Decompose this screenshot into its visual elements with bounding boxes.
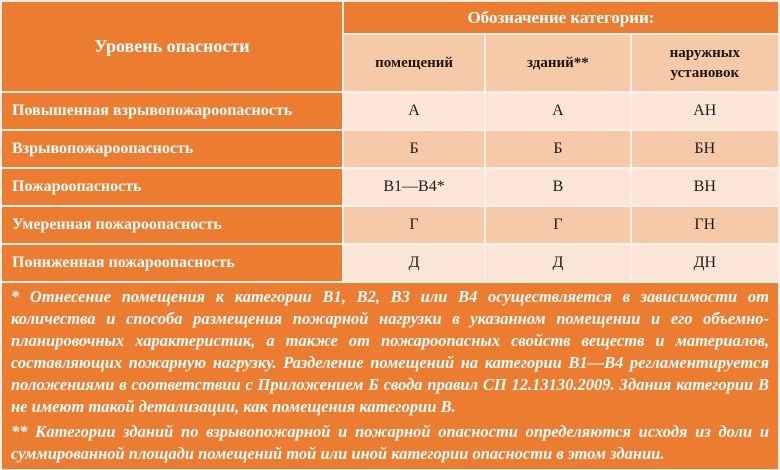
cell-premises: Д — [344, 245, 484, 281]
table-row — [2, 245, 778, 281]
cell-outdoor: ВН — [632, 169, 778, 205]
row-label-moderate-fire-hazard: Умеренная пожароопасность — [2, 207, 342, 243]
header-category-designation: Обозначение категории: — [344, 2, 778, 33]
cell-premises: А — [344, 93, 484, 129]
table-row — [2, 131, 778, 167]
cell-outdoor: БН — [632, 131, 778, 167]
header-hazard-level: Уровень опасности — [2, 2, 342, 91]
footnotes-row — [2, 283, 778, 469]
table-row — [2, 169, 778, 205]
cell-buildings: Д — [486, 245, 629, 281]
cell-outdoor: АН — [632, 93, 778, 129]
cell-outdoor: ДН — [632, 245, 778, 281]
row-label-increased-explosion-fire-hazard: Повышенная взрывопожароопасность — [2, 93, 342, 129]
footnotes-cell — [2, 283, 778, 469]
cell-premises: В1—В4* — [344, 169, 484, 205]
cell-buildings: В — [486, 169, 629, 205]
row-label-fire-hazard: Пожароопасность — [2, 169, 342, 205]
subheader-outdoor-installations: наружных установок — [632, 35, 778, 91]
cell-premises: Б — [344, 131, 484, 167]
subheader-buildings: зданий** — [486, 35, 629, 91]
cell-outdoor: ГН — [632, 207, 778, 243]
subheader-premises: помещений — [344, 35, 484, 91]
footnote-premises-categories: * Отнесение помещения к категории В1, В2, В3 или В4 осуществляется в зависимости от количества и способа размещения пожарной нагрузки в указанном помещении и его объемно-планировочных характеристик, а также от пожароопасных свойств веществ и материалов, составляющих пожарную нагрузку. Разделение помещений на категории В1—В4 регламентируется положениями в соответствии с Приложением Б свода правил СП 12.13130.2009. Здания категории В не имеют такой детализации, как помещения категории В. — [11, 287, 769, 416]
table-row — [2, 93, 778, 129]
row-label-reduced-fire-hazard: Пониженная пожароопасность — [2, 245, 342, 281]
row-label-explosion-fire-hazard: Взрывопожароопасность — [2, 131, 342, 167]
table-row — [2, 207, 778, 243]
cell-premises: Г — [344, 207, 484, 243]
footnote-building-categories: ** Категории зданий по взрывопожарной и пожарной опасности определяются исходя из доли и суммированной площади помещений той или иной категории опасности в этом здании. — [11, 422, 769, 463]
cell-buildings: Г — [486, 207, 629, 243]
cell-buildings: А — [486, 93, 629, 129]
cell-buildings: Б — [486, 131, 629, 167]
